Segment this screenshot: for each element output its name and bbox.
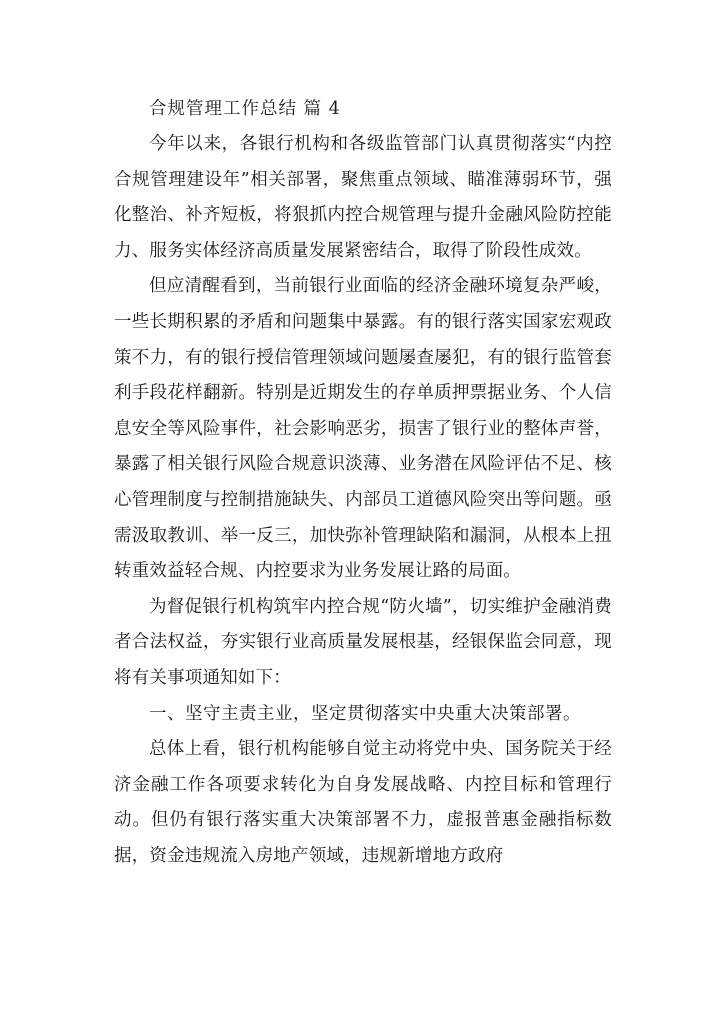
document-title: 合规管理工作总结 篇 4 — [149, 99, 341, 119]
document-body — [114, 92, 612, 874]
paragraph-problems: 但应清醒看到，当前银行业面临的经济金融环境复杂严峻，一些长期积累的矛盾和问题集中暴露。有的银行落实国家宏观政策不力，有的银行授信管理领域问题屡查屡犯，有的银行监管套利手段花样翻新。特别是近期发生的存单质押票据业务、个人信息安全等风险事件，社会影响恶劣，损害了银行业的整体声誉，暴露了相关银行风险合规意识淡薄、业务潜在风险评估不足、核心管理制度与控制措施缺失、内部员工道德风险突出等问题。亟需汲取教训、举一反三，加快弥补管理缺陷和漏洞，从根本上扭转重效益轻合规、内控要求为业务发展让路的局面。 — [114, 276, 612, 582]
paragraph-notice: 为督促银行机构筑牢内控合规“防火墙”，切实维护金融消费者合法权益，夯实银行业高质量发展根基，经银保监会同意，现将有关事项通知如下： — [114, 596, 612, 688]
paragraph-intro: 今年以来，各银行机构和各级监管部门认真贯彻落实“内控合规管理建设年”相关部署，聚焦重点领域、瞄准薄弱环节，强化整治、补齐短板，将狠抓内控合规管理与提升金融风险防控能力、服务实体经济高质量发展紧密结合，取得了阶段性成效。 — [114, 134, 612, 261]
paragraph-overview: 总体上看，银行机构能够自觉主动将党中央、国务院关于经济金融工作各项要求转化为自身发展战略、内控目标和管理行动。但仍有银行落实重大决策部署不力，虚报普惠金融指标数据，资金违规流入房地产领域，违规新增地方政府 — [114, 739, 612, 866]
section-heading: 一、坚守主责主业，坚定贯彻落实中央重大决策部署。 — [149, 703, 581, 724]
